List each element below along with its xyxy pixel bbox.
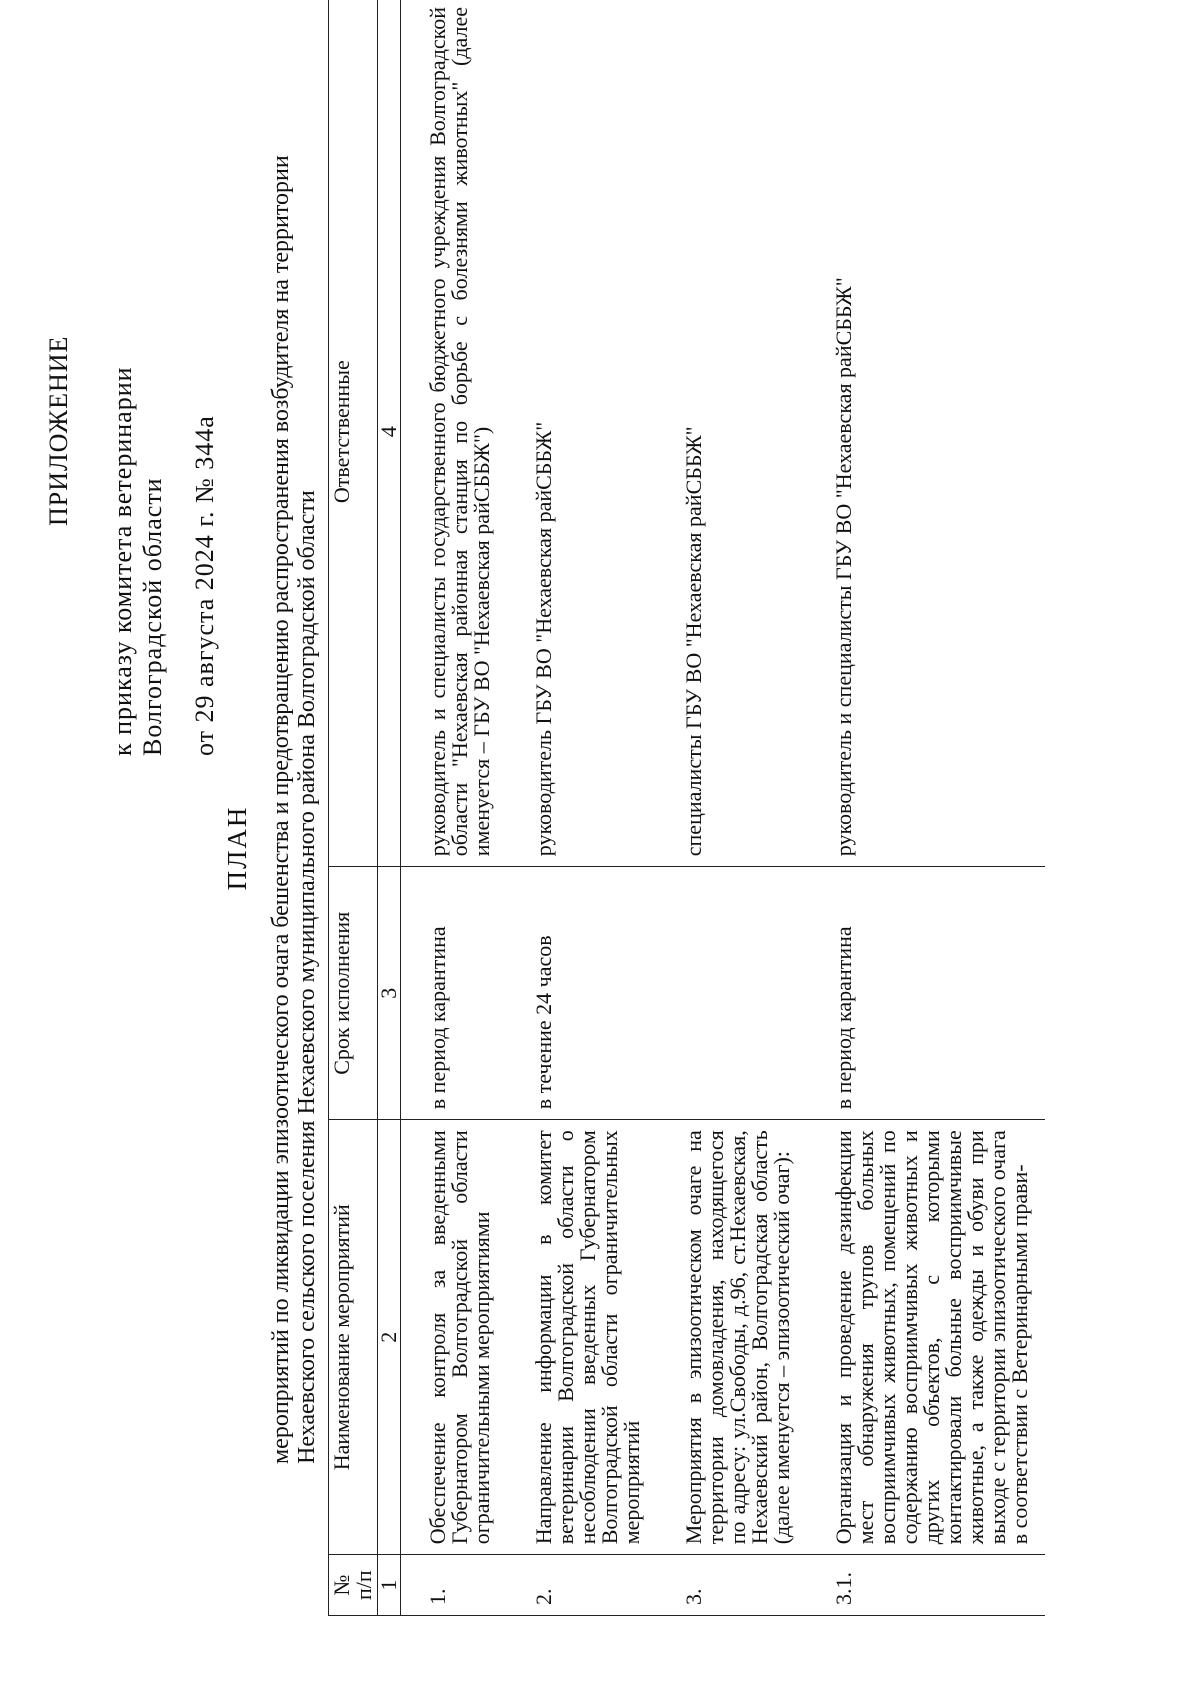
table-row [507,0,657,1616]
row-responsible: руководитель и специалисты ГБУ ВО "Нехаевская райСББЖ" [807,0,1045,867]
order-reference-line-2: Волгоградской области [138,477,167,756]
appendix-header [44,56,220,756]
table-row [401,0,508,1616]
table-row [807,0,1045,1616]
plan-table [328,0,1045,1616]
row-number: 3. [657,1555,807,1616]
column-number: 3 [378,867,401,1120]
row-term: в период карантина [401,867,508,1120]
row-number: 1. [401,1555,508,1616]
column-number: 4 [378,0,401,867]
column-header-term: Срок исполнения [329,867,378,1120]
plan-title: ПЛАН [222,805,252,891]
row-activity: Организация и проведение дезинфекции мест обнаружения трупов больных восприимчивых животных, помещений по содержанию восприимчивых животных и других объектов, с которыми контактировали больные восприимчивые животные, а также одежды и обуви при выходе с территории эпизоотического очага в соответствии с Ветеринарными прави- [807,1120,1045,1555]
row-responsible: руководитель ГБУ ВО "Нехаевская райСББЖ" [507,0,657,867]
column-number-row [378,0,401,1616]
column-number: 1 [378,1555,401,1616]
column-header-number: № п/п [329,1555,378,1616]
plan-subtitle: мероприятий по ликвидации эпизоотического очага бешенства и предотвращению распространения возбудителя на территории Нехаевского сельского поселения Нехаевского муниципального района Волгоградской области [268,155,320,1464]
row-term [657,867,807,1120]
table-header-row [329,0,378,1616]
table-row [657,0,807,1616]
row-activity: Направление информации в комитет ветеринарии Волгоградской области о несоблюдении введенных Губернатором Волгоградской области ограничительных мероприятий [507,1120,657,1555]
appendix-title: ПРИЛОЖЕНИЕ [44,335,73,526]
row-number: 3.1. [807,1555,1045,1616]
column-header-name: Наименование мероприятий [329,1120,378,1555]
row-activity: Обеспечение контроля за введенными Губернатором Волгоградской области ограничительными мероприятиями [401,1120,508,1555]
order-date: от 29 августа 2024 г. № 344а [190,415,219,756]
order-reference-line-1: к приказу комитета ветеринарии [108,366,137,756]
column-number: 2 [378,1120,401,1555]
row-term: в период карантина [807,867,1045,1120]
row-responsible: руководитель и специалисты государственного бюджетного учреждения Волгоградской области "Нехаевская районная станция по борьбе с болезнями животных" (далее именуется – ГБУ ВО "Нехаевская райСББЖ") [401,0,508,867]
column-header-responsible: Ответственные [329,0,378,867]
row-number: 2. [507,1555,657,1616]
row-term: в течение 24 часов [507,867,657,1120]
row-activity: Мероприятия в эпизоотическом очаге на территории домовладения, находящегося по адресу: ул.Свободы, д.96, ст.Нехаевская, Нехаевский район, Волгоградская область (далее именуется – эпизоотический очаг): [657,1120,807,1555]
row-responsible: специалисты ГБУ ВО "Нехаевская райСББЖ" [657,0,807,867]
